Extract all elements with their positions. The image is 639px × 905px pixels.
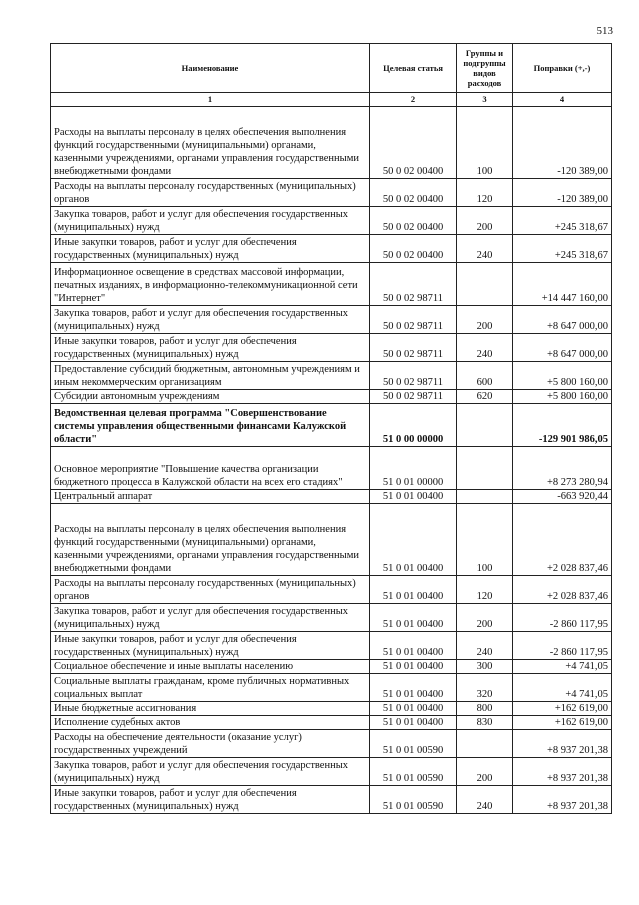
row-amendment-cell: +8 937 201,38 — [513, 758, 612, 786]
column-number: 2 — [370, 93, 457, 107]
table-row — [51, 235, 612, 263]
row-expense-group-cell: 240 — [457, 632, 513, 660]
header-target-article: Целевая статья — [370, 44, 457, 93]
column-number: 4 — [513, 93, 612, 107]
row-name-cell: Расходы на выплаты персоналу государственных (муниципальных) органов — [51, 179, 370, 207]
row-expense-group-cell: 600 — [457, 362, 513, 390]
row-expense-group-cell — [457, 404, 513, 447]
row-name-cell: Закупка товаров, работ и услуг для обеспечения государственных (муниципальных) нужд — [51, 306, 370, 334]
row-amendment-cell: +162 619,00 — [513, 702, 612, 716]
row-amendment-cell: +8 937 201,38 — [513, 786, 612, 814]
table-row — [51, 504, 612, 576]
row-target-article-cell: 51 0 01 00400 — [370, 576, 457, 604]
table-header-row — [51, 44, 612, 93]
row-target-article-cell: 51 0 01 00400 — [370, 660, 457, 674]
row-amendment-cell: +245 318,67 — [513, 235, 612, 263]
row-target-article-cell: 51 0 01 00400 — [370, 490, 457, 504]
row-target-article-cell: 51 0 01 00400 — [370, 604, 457, 632]
row-expense-group-cell — [457, 730, 513, 758]
table-row — [51, 263, 612, 306]
row-name-cell: Расходы на выплаты персоналу в целях обеспечения выполнения функций государственными (муниципальными) органами, казенными учреждениями, органами управления государственными внебюджетными фондами — [51, 107, 370, 179]
row-name-cell: Закупка товаров, работ и услуг для обеспечения государственных (муниципальных) нужд — [51, 604, 370, 632]
table-row — [51, 404, 612, 447]
row-amendment-cell: +8 647 000,00 — [513, 334, 612, 362]
row-amendment-cell: +245 318,67 — [513, 207, 612, 235]
row-target-article-cell: 50 0 02 00400 — [370, 207, 457, 235]
row-amendment-cell: -120 389,00 — [513, 179, 612, 207]
row-expense-group-cell: 120 — [457, 576, 513, 604]
row-expense-group-cell: 100 — [457, 504, 513, 576]
header-amendments: Поправки (+,-) — [513, 44, 612, 93]
row-expense-group-cell: 620 — [457, 390, 513, 404]
table-row — [51, 674, 612, 702]
row-name-cell: Иные закупки товаров, работ и услуг для обеспечения государственных (муниципальных) нужд — [51, 235, 370, 263]
table-row — [51, 758, 612, 786]
row-expense-group-cell: 200 — [457, 758, 513, 786]
row-amendment-cell: +162 619,00 — [513, 716, 612, 730]
row-target-article-cell: 50 0 02 00400 — [370, 179, 457, 207]
row-target-article-cell: 50 0 02 98711 — [370, 390, 457, 404]
column-number: 1 — [51, 93, 370, 107]
row-expense-group-cell: 240 — [457, 235, 513, 263]
row-target-article-cell: 51 0 01 00590 — [370, 730, 457, 758]
row-amendment-cell: +5 800 160,00 — [513, 390, 612, 404]
row-amendment-cell: -663 920,44 — [513, 490, 612, 504]
row-target-article-cell: 51 0 01 00590 — [370, 758, 457, 786]
row-target-article-cell: 50 0 02 98711 — [370, 334, 457, 362]
table-row — [51, 786, 612, 814]
row-target-article-cell: 50 0 02 00400 — [370, 235, 457, 263]
row-amendment-cell: -2 860 117,95 — [513, 604, 612, 632]
row-expense-group-cell: 830 — [457, 716, 513, 730]
row-name-cell: Иные бюджетные ассигнования — [51, 702, 370, 716]
table-row — [51, 730, 612, 758]
row-target-article-cell: 51 0 01 00400 — [370, 674, 457, 702]
row-name-cell: Предоставление субсидий бюджетным, автономным учреждениям и иным некоммерческим организациям — [51, 362, 370, 390]
row-name-cell: Социальное обеспечение и иные выплаты населению — [51, 660, 370, 674]
row-name-cell: Закупка товаров, работ и услуг для обеспечения государственных (муниципальных) нужд — [51, 207, 370, 235]
table-row — [51, 390, 612, 404]
row-amendment-cell: +8 937 201,38 — [513, 730, 612, 758]
table-row — [51, 716, 612, 730]
header-expense-groups: Группы и подгруппы видов расходов — [457, 44, 513, 93]
table-row — [51, 334, 612, 362]
row-expense-group-cell — [457, 263, 513, 306]
row-amendment-cell: -120 389,00 — [513, 107, 612, 179]
row-name-cell: Расходы на выплаты персоналу государственных (муниципальных) органов — [51, 576, 370, 604]
row-target-article-cell: 51 0 00 00000 — [370, 404, 457, 447]
row-name-cell: Основное мероприятие "Повышение качества организации бюджетного процесса в Калужской области на всех его стадиях" — [51, 447, 370, 490]
row-amendment-cell: -2 860 117,95 — [513, 632, 612, 660]
table-row — [51, 362, 612, 390]
table-body — [51, 107, 612, 814]
table-row — [51, 604, 612, 632]
row-expense-group-cell: 240 — [457, 786, 513, 814]
row-target-article-cell: 51 0 01 00400 — [370, 716, 457, 730]
budget-table — [50, 43, 612, 814]
row-expense-group-cell: 200 — [457, 306, 513, 334]
row-name-cell: Исполнение судебных актов — [51, 716, 370, 730]
table-row — [51, 490, 612, 504]
row-target-article-cell: 50 0 02 98711 — [370, 362, 457, 390]
row-target-article-cell: 51 0 01 00590 — [370, 786, 457, 814]
table-row — [51, 107, 612, 179]
row-target-article-cell: 51 0 01 00400 — [370, 632, 457, 660]
row-name-cell: Иные закупки товаров, работ и услуг для обеспечения государственных (муниципальных) нужд — [51, 632, 370, 660]
table-row — [51, 306, 612, 334]
row-name-cell: Расходы на обеспечение деятельности (оказание услуг) государственных учреждений — [51, 730, 370, 758]
table-row — [51, 702, 612, 716]
page-number: 513 — [596, 25, 613, 37]
row-target-article-cell: 50 0 02 98711 — [370, 306, 457, 334]
row-expense-group-cell — [457, 447, 513, 490]
row-target-article-cell: 51 0 01 00000 — [370, 447, 457, 490]
table-row — [51, 207, 612, 235]
column-number-row — [51, 93, 612, 107]
row-name-cell: Иные закупки товаров, работ и услуг для обеспечения государственных (муниципальных) нужд — [51, 334, 370, 362]
row-expense-group-cell: 100 — [457, 107, 513, 179]
row-target-article-cell: 51 0 01 00400 — [370, 702, 457, 716]
row-name-cell: Субсидии автономным учреждениям — [51, 390, 370, 404]
row-expense-group-cell: 120 — [457, 179, 513, 207]
row-expense-group-cell: 240 — [457, 334, 513, 362]
row-name-cell: Ведомственная целевая программа "Совершенствование системы управления общественными финансами Калужской области" — [51, 404, 370, 447]
row-amendment-cell: +8 273 280,94 — [513, 447, 612, 490]
row-amendment-cell: -129 901 986,05 — [513, 404, 612, 447]
row-name-cell: Закупка товаров, работ и услуг для обеспечения государственных (муниципальных) нужд — [51, 758, 370, 786]
row-amendment-cell: +4 741,05 — [513, 674, 612, 702]
row-amendment-cell: +8 647 000,00 — [513, 306, 612, 334]
row-amendment-cell: +2 028 837,46 — [513, 504, 612, 576]
header-name: Наименование — [51, 44, 370, 93]
row-expense-group-cell: 800 — [457, 702, 513, 716]
table-row — [51, 632, 612, 660]
row-expense-group-cell: 300 — [457, 660, 513, 674]
table-row — [51, 576, 612, 604]
row-target-article-cell: 51 0 01 00400 — [370, 504, 457, 576]
table-row — [51, 179, 612, 207]
row-expense-group-cell — [457, 490, 513, 504]
row-name-cell: Социальные выплаты гражданам, кроме публичных нормативных социальных выплат — [51, 674, 370, 702]
row-target-article-cell: 50 0 02 00400 — [370, 107, 457, 179]
row-target-article-cell: 50 0 02 98711 — [370, 263, 457, 306]
row-name-cell: Информационное освещение в средствах массовой информации, печатных изданиях, в информационно-телекоммуникационной сети "Интернет" — [51, 263, 370, 306]
row-expense-group-cell: 200 — [457, 207, 513, 235]
table-row — [51, 660, 612, 674]
column-number: 3 — [457, 93, 513, 107]
table-row — [51, 447, 612, 490]
row-name-cell: Центральный аппарат — [51, 490, 370, 504]
row-amendment-cell: +2 028 837,46 — [513, 576, 612, 604]
row-amendment-cell: +14 447 160,00 — [513, 263, 612, 306]
row-name-cell: Расходы на выплаты персоналу в целях обеспечения выполнения функций государственными (муниципальными) органами, казенными учреждениями, органами управления государственными внебюджетными фондами — [51, 504, 370, 576]
row-expense-group-cell: 200 — [457, 604, 513, 632]
row-amendment-cell: +5 800 160,00 — [513, 362, 612, 390]
row-expense-group-cell: 320 — [457, 674, 513, 702]
row-name-cell: Иные закупки товаров, работ и услуг для обеспечения государственных (муниципальных) нужд — [51, 786, 370, 814]
row-amendment-cell: +4 741,05 — [513, 660, 612, 674]
